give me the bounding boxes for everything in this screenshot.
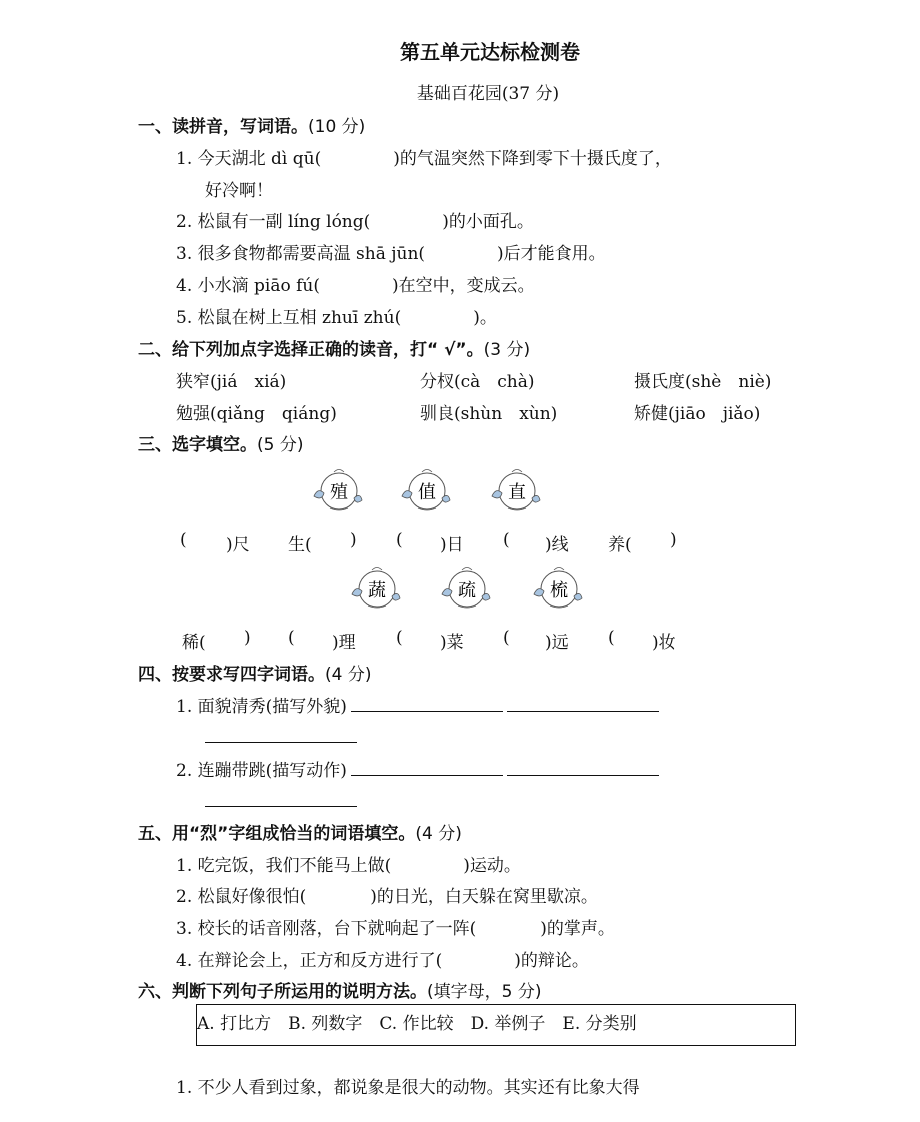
fill-text: )理 (332, 633, 356, 653)
question-text: 4. 小水滴 piāo fú( (176, 276, 320, 296)
question-text: 4. 在辩论会上，正方和反方进行了( (176, 951, 443, 971)
answer-line[interactable] (205, 806, 357, 807)
options-text: A. 打比方 B. 列数字 C. 作比较 D. 举例子 E. 分类别 (197, 1014, 637, 1034)
flower-char: 疏 (458, 580, 476, 601)
flower-char-card (396, 466, 452, 516)
flower-char-card (308, 466, 364, 516)
pinyin-choice[interactable]: 狭窄(jiá xiá) (176, 372, 287, 392)
flower-icon (436, 564, 492, 614)
flower-icon (346, 564, 402, 614)
section-points: (填字母，5 分) (427, 982, 542, 1002)
section-heading-text: 一、读拼音，写词语。 (138, 117, 308, 137)
question-1-1 (176, 144, 672, 169)
question-text: 2. 连蹦带跳(描写动作) (176, 761, 347, 781)
section-1-heading (138, 112, 365, 137)
fill-text: 养( (608, 535, 632, 555)
page-subtitle: 基础百花园(37 分) (416, 84, 560, 104)
question-text: )。 (473, 308, 497, 328)
pinyin-choice[interactable]: 矫健(jiāo jiǎo) (634, 404, 761, 424)
question-text: 3. 校长的话音刚落，台下就响起了一阵( (176, 919, 477, 939)
fill-text: 生( (288, 535, 312, 555)
fill-text: ( (608, 628, 615, 648)
pinyin-choice[interactable]: 勉强(qiǎng qiáng) (176, 404, 337, 424)
flower-char: 蔬 (368, 580, 386, 601)
page-title: 第五单元达标检测卷 (400, 40, 580, 64)
question-text: 1. 今天湖北 dì qū( (176, 149, 322, 169)
fill-text: ( (503, 530, 510, 550)
section-points: (5 分) (257, 435, 304, 455)
fill-text: )线 (545, 535, 569, 555)
question-4-1 (176, 692, 659, 717)
section-heading-text: 三、选字填空。 (138, 435, 257, 455)
flower-icon (308, 466, 364, 516)
question-text: )的辩论。 (514, 951, 589, 971)
pinyin-choice[interactable]: 驯良(shùn xùn) (420, 404, 558, 424)
flower-char-card (346, 564, 402, 614)
fill-text: ( (180, 530, 187, 550)
question-text: 2. 松鼠有一副 líng lóng( (176, 212, 371, 232)
section-5-heading (138, 819, 462, 844)
section-4-heading (138, 660, 371, 685)
fill-text: ( (396, 628, 403, 648)
question-text: )的掌声。 (540, 919, 615, 939)
answer-line[interactable] (205, 742, 357, 743)
question-5-3 (176, 914, 615, 939)
question-text: 1. 吃完饭，我们不能马上做( (176, 856, 392, 876)
section-heading-text: 六、判断下列句子所运用的说明方法。 (138, 982, 427, 1002)
question-1-1-cont (205, 176, 273, 201)
fill-text: )尺 (226, 535, 250, 555)
fill-row-1 (0, 530, 920, 554)
section-6-heading (138, 977, 541, 1002)
answer-line[interactable] (507, 697, 659, 712)
fill-text: )日 (440, 535, 464, 555)
question-text: 3. 很多食物都需要高温 shā jūn( (176, 244, 426, 264)
flower-icon (396, 466, 452, 516)
question-text: 好冷啊！ (205, 181, 273, 201)
fill-text: )妆 (652, 633, 676, 653)
question-text: )的小面孔。 (442, 212, 534, 232)
fill-row-2 (0, 628, 920, 652)
section-points: (4 分) (415, 824, 462, 844)
question-5-1 (176, 851, 521, 876)
question-1-3 (176, 239, 606, 264)
fill-text: ( (396, 530, 403, 550)
fill-text: ) (244, 628, 251, 648)
fill-text: ) (670, 530, 677, 550)
fill-text: ) (350, 530, 357, 550)
question-text: )的日光，白天躲在窝里歇凉。 (370, 887, 598, 907)
question-text: 2. 松鼠好像很怕( (176, 887, 307, 907)
flower-char: 殖 (330, 482, 348, 503)
fill-text: 稀( (182, 633, 206, 653)
flower-char-card (436, 564, 492, 614)
answer-line[interactable] (351, 697, 503, 712)
section-heading-text: 四、按要求写四字词语。 (138, 665, 325, 685)
question-1-5 (176, 303, 497, 328)
question-5-2 (176, 882, 598, 907)
options-box (196, 1004, 796, 1046)
question-6-1: 1. 不少人看到过象，都说象是很大的动物。其实还有比象大得 (176, 1078, 640, 1098)
question-4-2 (176, 756, 659, 781)
question-text: )运动。 (463, 856, 521, 876)
fill-text: )菜 (440, 633, 464, 653)
fill-text: ( (503, 628, 510, 648)
pinyin-choice[interactable]: 摄氏度(shè niè) (634, 372, 772, 392)
flower-char-card (486, 466, 542, 516)
question-text: )在空中，变成云。 (392, 276, 535, 296)
flower-char-card (528, 564, 584, 614)
section-heading-text: 二、给下列加点字选择正确的读音，打“ √”。 (138, 340, 484, 360)
pinyin-choice[interactable]: 分杈(cà chà) (420, 372, 535, 392)
question-text: 1. 面貌清秀(描写外貌) (176, 697, 347, 717)
section-2-heading (138, 335, 530, 360)
section-points: (3 分) (483, 340, 531, 360)
question-1-4 (176, 271, 535, 296)
fill-text: ( (288, 628, 295, 648)
section-3-heading (138, 430, 303, 455)
answer-line[interactable] (351, 761, 503, 776)
question-text: 5. 松鼠在树上互相 zhuī zhú( (176, 308, 402, 328)
answer-line[interactable] (507, 761, 659, 776)
flower-char: 梳 (550, 580, 568, 601)
flower-icon (528, 564, 584, 614)
fill-text: )远 (545, 633, 569, 653)
section-heading-text: 五、用“烈”字组成恰当的词语填空。 (138, 824, 416, 844)
flower-char: 值 (418, 482, 436, 503)
question-text: )后才能食用。 (497, 244, 606, 264)
section-points: (10 分) (308, 117, 366, 137)
section-points: (4 分) (325, 665, 372, 685)
flower-icon (486, 466, 542, 516)
question-text: )的气温突然下降到零下十摄氏度了， (393, 149, 672, 169)
question-5-4 (176, 946, 589, 971)
question-1-2 (176, 207, 534, 232)
flower-char: 直 (508, 482, 526, 503)
